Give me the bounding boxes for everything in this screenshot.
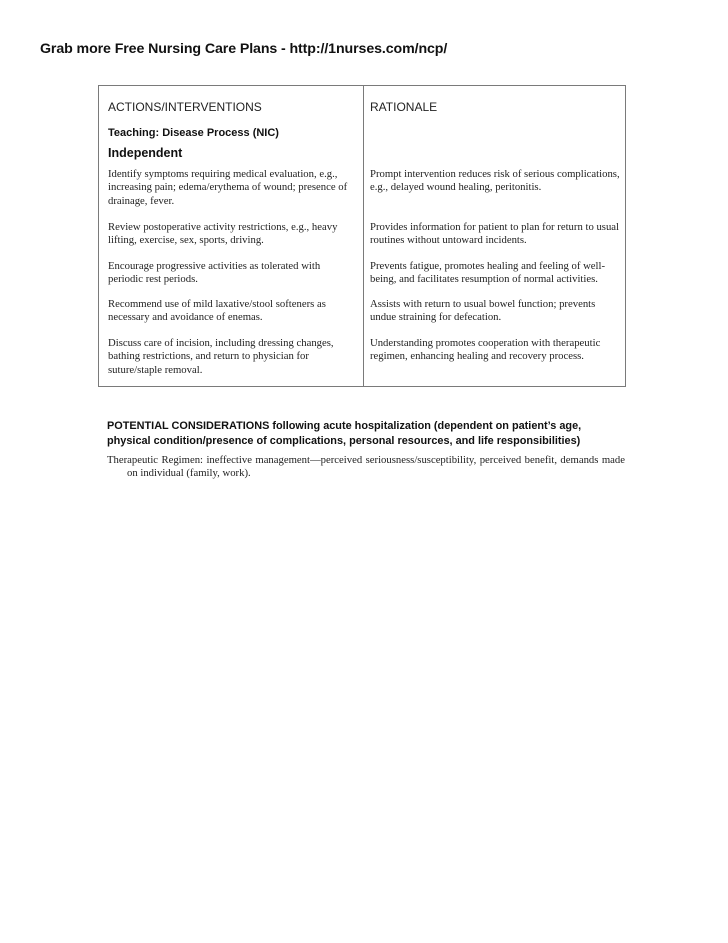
care-plan-table xyxy=(98,85,626,387)
rationale-cell: Understanding promotes cooperation with therapeutic regimen, enhancing healing and recovery process. xyxy=(370,337,601,363)
action-cell: Review postoperative activity restrictions, e.g., heavy lifting, exercise, sex, sports, driving. xyxy=(108,221,338,247)
column-header-rationale: RATIONALE xyxy=(370,100,438,114)
column-header-actions: ACTIONS/INTERVENTIONS xyxy=(108,100,262,114)
rationale-cell: Assists with return to usual bowel function; prevents undue straining for defecation. xyxy=(370,298,596,324)
considerations-body: Therapeutic Regimen: ineffective management—perceived seriousness/susceptibility, perceived benefit, demands made on individual (family, work). xyxy=(107,454,625,480)
rationale-cell: Prevents fatigue, promotes healing and feeling of well-being, and facilitates resumption of normal activities. xyxy=(370,260,606,286)
column-divider xyxy=(363,86,364,386)
page-header: Grab more Free Nursing Care Plans - http://1nurses.com/ncp/ xyxy=(40,41,448,57)
action-cell: Encourage progressive activities as tolerated with periodic rest periods. xyxy=(108,260,321,286)
rationale-cell: Prompt intervention reduces risk of serious complications, e.g., delayed wound healing, peritonitis. xyxy=(370,168,620,194)
rationale-cell: Provides information for patient to plan for return to usual routines without untoward incidents. xyxy=(370,221,620,247)
potential-considerations xyxy=(107,419,625,480)
considerations-heading: POTENTIAL CONSIDERATIONS following acute hospitalization (dependent on patient’s age, physical condition/presence of complications, personal resources, and life responsibilities) xyxy=(107,420,582,447)
section-heading: Teaching: Disease Process (NIC) xyxy=(108,127,279,139)
action-cell: Discuss care of incision, including dressing changes, bathing restrictions, and return to physician for suture/staple removal. xyxy=(108,337,334,376)
group-heading: Independent xyxy=(108,146,183,160)
action-cell: Identify symptoms requiring medical evaluation, e.g., increasing pain; edema/erythema of wound; presence of drainage, fever. xyxy=(108,168,348,207)
action-cell: Recommend use of mild laxative/stool softeners as necessary and avoidance of enemas. xyxy=(108,298,326,324)
